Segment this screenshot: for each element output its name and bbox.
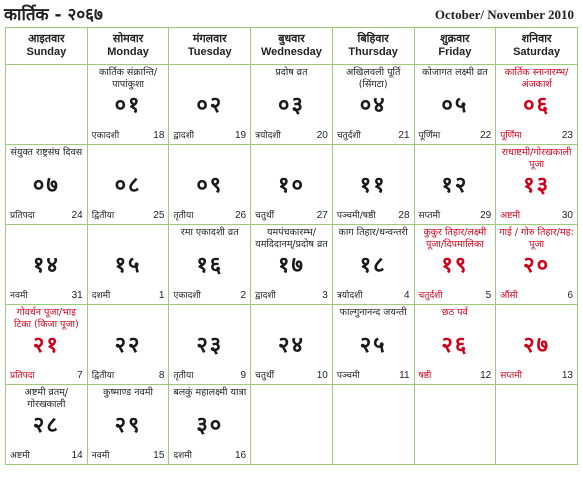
nepali-date-number: १६: [196, 253, 224, 278]
day-event-note: अष्टमी व्रतम्/गोरखकाली: [24, 387, 69, 410]
tithi-label: अष्टमी: [500, 211, 521, 221]
day-cell: [6, 385, 88, 465]
tithi-label: पूर्णिमा: [418, 131, 441, 141]
english-date-number: 19: [234, 130, 247, 141]
english-date-number: 6: [567, 290, 573, 301]
nepali-date-number: १९: [441, 253, 469, 278]
weekday-saturday: शनिवार Saturday: [496, 28, 578, 65]
nepali-date-number: २९: [114, 413, 142, 438]
day-event-note: बलकुं महालक्ष्मी यात्रा: [173, 387, 247, 398]
english-date-number: 15: [153, 450, 165, 461]
calendar-body: [6, 65, 578, 465]
day-cell: [169, 305, 251, 385]
day-event-note: कार्तिक संक्रान्ति/पापांकुशा: [98, 67, 158, 90]
empty-day-cell: [414, 385, 496, 465]
nepali-month-title: कार्तिक - २०६७: [4, 5, 103, 25]
nepali-date-number: ०६: [523, 93, 551, 118]
day-cell: [332, 225, 414, 305]
english-date-number: 14: [71, 450, 83, 461]
tithi-label: द्वादशी: [255, 291, 276, 301]
day-event-note: राधाष्टमी/गोरखकाली पूजा: [501, 147, 572, 170]
english-date-number: 29: [480, 210, 492, 221]
tithi-label: द्वादशी: [173, 131, 195, 141]
nepali-date-number: ०४: [359, 93, 387, 118]
day-cell: [251, 65, 333, 145]
calendar-header: [0, 0, 582, 28]
english-date-number: 1: [158, 290, 165, 301]
nepali-date-number: १७: [278, 253, 305, 278]
nepali-date-number: ३०: [196, 413, 224, 438]
day-cell: [332, 305, 414, 385]
nepali-date-number: ०१: [114, 93, 142, 118]
english-date-number: 20: [316, 130, 328, 141]
day-event-note: फाल्गुनानन्द जयन्ती: [339, 307, 407, 318]
day-cell: [169, 145, 251, 225]
empty-day-cell: [6, 65, 88, 145]
weekday-header-row: [6, 28, 578, 65]
english-date-number: 28: [398, 210, 410, 221]
day-cell: [251, 225, 333, 305]
english-date-number: 27: [316, 210, 328, 221]
day-event-note: छठ पर्व: [441, 307, 468, 318]
week-row: [6, 225, 578, 305]
tithi-label: नवमी: [10, 291, 28, 301]
nepali-date-number: २३: [196, 333, 224, 358]
day-event-note: गोवर्धन पूजा/भाइ टिका (किजा पूजा): [14, 307, 79, 330]
english-date-number: 7: [77, 370, 83, 381]
english-date-number: 21: [398, 130, 410, 141]
english-date-number: 22: [480, 130, 492, 141]
day-cell: [87, 305, 169, 385]
english-date-number: 11: [399, 370, 410, 381]
tithi-label: तृतीया: [173, 211, 194, 221]
nepali-date-number: २८: [32, 413, 60, 438]
english-date-number: 31: [71, 290, 83, 301]
nepali-date-number: ०२: [196, 93, 224, 118]
weekday-tuesday: मंगलवार Tuesday: [169, 28, 251, 65]
tithi-label: दशमी: [173, 451, 193, 461]
nepali-date-number: १०: [278, 173, 305, 198]
day-event-note: कोजागत लक्ष्मी व्रत: [422, 67, 488, 78]
day-cell: [251, 145, 333, 225]
nepali-date-number: ०५: [441, 93, 469, 118]
tithi-label: पञ्चमी/षष्ठी: [336, 211, 376, 221]
weekday-friday: शुक्रवार Friday: [414, 28, 496, 65]
tithi-label: द्वितीया: [91, 371, 115, 381]
day-cell: [87, 65, 169, 145]
english-date-number: 25: [153, 210, 165, 221]
tithi-label: चतुर्दशी: [336, 131, 361, 141]
tithi-label: नवमी: [91, 451, 110, 461]
day-cell: [496, 145, 578, 225]
nepali-date-number: ०९: [196, 173, 224, 198]
day-cell: [169, 225, 251, 305]
day-event-note: प्रदोष व्रत: [275, 67, 308, 78]
day-cell: [169, 385, 251, 465]
weekday-thursday: बिहिवार Thursday: [332, 28, 414, 65]
nepali-date-number: १५: [114, 253, 142, 278]
weekday-wednesday: बुधवार Wednesday: [251, 28, 333, 65]
tithi-label: अष्टमी: [10, 451, 30, 461]
english-date-number: 4: [403, 290, 410, 301]
empty-day-cell: [496, 385, 578, 465]
weekday-monday: सोमवार Monday: [87, 28, 169, 65]
nepali-date-number: ०७: [32, 173, 60, 198]
day-event-note: कार्तिक स्नानारम्भ/अंजकार्श: [504, 67, 569, 90]
tithi-label: चतुर्दशी: [418, 291, 443, 301]
nepali-date-number: ११: [359, 173, 387, 198]
tithi-label: षष्ठी: [418, 371, 432, 381]
day-cell: [251, 305, 333, 385]
nepali-date-number: २०: [523, 253, 551, 278]
nepali-date-number: २६: [441, 333, 469, 358]
day-cell: [87, 145, 169, 225]
day-cell: [6, 225, 88, 305]
english-date-number: 12: [480, 370, 492, 381]
tithi-label: पूर्णिमा: [500, 131, 522, 141]
english-date-number: 26: [234, 210, 247, 221]
nepali-date-number: १३: [523, 173, 551, 198]
day-event-note: कुष्माण्ड नवमी: [103, 387, 153, 398]
week-row: [6, 385, 578, 465]
tithi-label: त्रयोदशी: [255, 131, 281, 141]
day-event-note: काग तिहार/धन्वन्तरी: [338, 227, 408, 238]
nepali-date-number: १८: [359, 253, 387, 278]
day-event-note: अखिलवली पूर्ति (सिंगटा): [345, 67, 401, 90]
english-date-number: 23: [561, 130, 573, 141]
english-date-number: 16: [234, 450, 247, 461]
english-date-number: 2: [240, 290, 247, 301]
week-row: [6, 145, 578, 225]
tithi-label: पञ्चमी: [336, 371, 360, 381]
week-row: [6, 305, 578, 385]
day-cell: [496, 225, 578, 305]
english-date-number: 18: [153, 130, 165, 141]
tithi-label: तृतीया: [173, 371, 194, 381]
day-event-note: यमपंचकारम्भ/यमदिदानम्/प्रदोष व्रत: [255, 227, 328, 250]
tithi-label: सप्तमी: [418, 211, 441, 221]
tithi-label: एकादशी: [91, 131, 120, 141]
english-date-number: 3: [322, 290, 328, 301]
day-cell: [87, 385, 169, 465]
tithi-label: चतुर्थी: [255, 371, 275, 381]
week-row: [6, 65, 578, 145]
nepali-date-number: २७: [523, 333, 551, 358]
tithi-label: चतुर्थी: [255, 211, 275, 221]
tithi-label: प्रतिपदा: [10, 371, 35, 381]
day-cell: [332, 65, 414, 145]
nepali-date-number: ०८: [114, 173, 142, 198]
tithi-label: द्वितीया: [91, 211, 115, 221]
empty-day-cell: [251, 385, 333, 465]
day-event-note: रमा एकादशी व्रत: [180, 227, 239, 238]
english-month-title: October/ November 2010: [434, 7, 574, 22]
tithi-label: त्रयोदशी: [336, 291, 363, 301]
english-date-number: 5: [485, 290, 492, 301]
day-cell: [414, 225, 496, 305]
day-cell: [169, 65, 251, 145]
day-cell: [332, 145, 414, 225]
nepali-date-number: ०३: [278, 93, 305, 118]
english-date-number: 30: [561, 210, 573, 221]
day-event-note: गाई / गोरु तिहार/मह: पूजा: [499, 227, 574, 250]
day-cell: [6, 305, 88, 385]
nepali-date-number: २५: [359, 333, 387, 358]
english-date-number: 9: [240, 370, 247, 381]
tithi-label: एकादशी: [173, 291, 201, 301]
day-cell: [414, 145, 496, 225]
day-cell: [496, 305, 578, 385]
tithi-label: दशमी: [91, 291, 111, 301]
calendar-grid: [5, 27, 578, 465]
day-cell: [414, 305, 496, 385]
day-event-note: संयुक्त राष्ट्रसंघ दिवस: [10, 147, 83, 158]
nepali-date-number: १४: [32, 253, 60, 278]
empty-day-cell: [332, 385, 414, 465]
english-date-number: 24: [71, 210, 83, 221]
english-date-number: 8: [158, 370, 165, 381]
tithi-label: सप्तमी: [500, 371, 522, 381]
english-date-number: 10: [316, 370, 328, 381]
english-date-number: 13: [561, 370, 573, 381]
weekday-sunday: आइतवार Sunday: [6, 28, 88, 65]
nepali-date-number: १२: [441, 173, 469, 198]
tithi-label: प्रतिपदा: [10, 211, 35, 221]
nepali-date-number: २१: [32, 333, 60, 358]
nepali-date-number: २४: [278, 333, 305, 358]
day-cell: [414, 65, 496, 145]
day-cell: [496, 65, 578, 145]
nepali-date-number: २२: [114, 333, 142, 358]
tithi-label: औंसी: [500, 291, 518, 301]
day-cell: [87, 225, 169, 305]
day-cell: [6, 145, 88, 225]
day-event-note: कुकुर तिहार/लक्ष्मी पूजा/दिपमालिका: [423, 227, 487, 250]
